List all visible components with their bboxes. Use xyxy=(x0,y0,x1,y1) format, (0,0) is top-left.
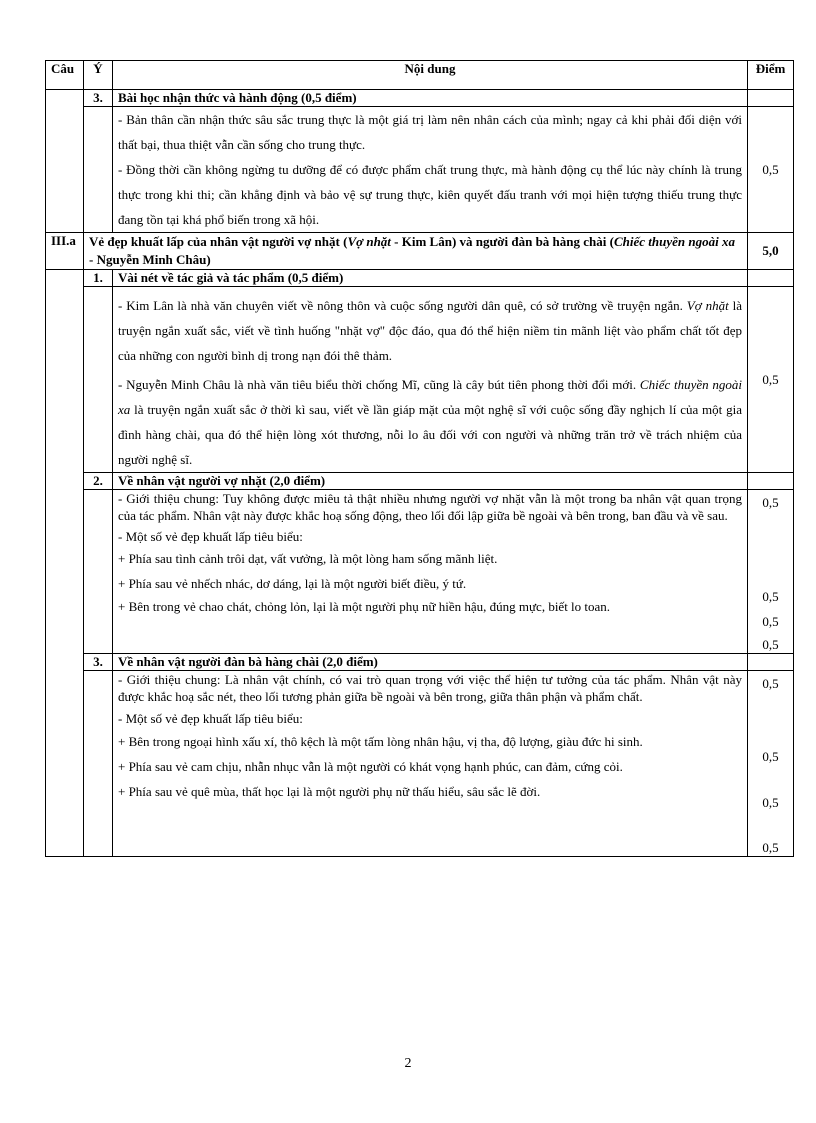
section-label: III.a xyxy=(46,233,84,270)
points-column xyxy=(748,490,794,654)
table-row xyxy=(46,490,794,654)
bullet-item: + Phía sau vẻ nhếch nhác, dơ dáng, lại là một người biết điều, ý tứ. xyxy=(118,576,467,591)
item-content xyxy=(113,671,748,857)
points-value: 0,5 xyxy=(748,287,794,473)
table-row xyxy=(46,671,794,857)
item-number: 1. xyxy=(84,270,113,287)
item-number: 3. xyxy=(84,90,113,107)
points-value: 0,5 xyxy=(762,840,779,855)
item-content xyxy=(113,490,748,654)
section-title: Vẻ đẹp khuất lấp của nhân vật người vợ nhặt (Vợ nhặt - Kim Lân) và người đàn bà hàng chài (Chiếc thuyền ngoài xa - Nguyễn Minh Châu) xyxy=(84,233,748,270)
header-cau: Câu xyxy=(46,61,84,90)
content-paragraph: - Một số vẻ đẹp khuất lấp tiêu biểu: xyxy=(118,529,303,544)
section-row xyxy=(46,233,794,270)
table-row xyxy=(46,287,794,473)
content-paragraph: - Giới thiệu chung: Là nhân vật chính, có vai trò quan trọng với việc thể hiện tư tưởng của tác phẩm. Nhân vật này được khắc hoạ sắc nét, theo lối tương phản giữa bề ngoài và bên trong, giữa thân phận và phẩm chất. xyxy=(118,672,742,704)
table-header-row xyxy=(46,61,794,90)
header-points: Điểm xyxy=(748,61,794,90)
item-title: Bài học nhận thức và hành động (0,5 điểm) xyxy=(113,90,748,107)
content-paragraph: - Nguyễn Minh Châu là nhà văn tiêu biểu thời chống Mĩ, cũng là cây bút tiên phong thời đổi mới. Chiếc thuyền ngoài xa là truyện ngắn xuất sắc ở thời kì sau, viết về lần giáp mặt của một nghệ sĩ với cuộc sống đầy nghịch lí của một gia đình hàng chài, qua đó thể hiện lòng xót thương, nỗi lo âu đối với con người và những trăn trở về trách nhiệm của người nghệ sĩ. xyxy=(118,377,743,467)
table-row xyxy=(46,473,794,490)
content-paragraph: - Giới thiệu chung: Tuy không được miêu tả thật nhiều nhưng người vợ nhặt vẫn là một trong ba nhân vật quan trọng của tác phẩm. Nhân vật này được khắc hoạ sống động, theo lối đối lập giữa bề ngoài và bên trong, ban đầu và về sau. xyxy=(118,491,742,523)
section-points: 5,0 xyxy=(748,233,794,270)
cau-cell-empty xyxy=(46,90,84,233)
content-paragraph: - Bản thân cần nhận thức sâu sắc trung thực là một giá trị làm nên nhân cách của mình; ngay cả khi phải đối diện với thất bại, thua thiệt vẫn cần sống cho trung thực. xyxy=(118,112,742,152)
points-value: 0,5 xyxy=(762,676,779,691)
points-value: 0,5 xyxy=(762,749,779,764)
item-content xyxy=(113,287,748,473)
item-title: Vài nét về tác giả và tác phẩm (0,5 điểm) xyxy=(113,270,748,287)
header-y: Ý xyxy=(84,61,113,90)
points-value: 0,5 xyxy=(762,637,779,652)
bullet-item: + Phía sau vẻ quê mùa, thất học lại là một người phụ nữ thấu hiểu, sâu sắc lẽ đời. xyxy=(118,784,541,799)
content-paragraph: - Đồng thời cần không ngừng tu dưỡng để có được phẩm chất trung thực, mà hành động cụ thể lúc này chính là trung thực trong khi thi; cần khẳng định và bảo vệ sự trung thực, kiên quyết đấu tranh với mọi hiện tượng thiếu trung thực đang tồn tại khá phổ biến trong xã hội. xyxy=(118,162,742,227)
points-value: 0,5 xyxy=(762,795,779,810)
header-content: Nội dung xyxy=(113,61,748,90)
points-value: 0,5 xyxy=(762,589,779,604)
item-title: Về nhân vật người đàn bà hàng chài (2,0 điểm) xyxy=(113,654,748,671)
points-value: 0,5 xyxy=(762,614,779,629)
table-row xyxy=(46,90,794,107)
item-number: 3. xyxy=(84,654,113,671)
points-value: 0,5 xyxy=(762,495,779,510)
table-row xyxy=(46,654,794,671)
bullet-item: + Bên trong ngoại hình xấu xí, thô kệch là một tấm lòng nhân hậu, vị tha, độ lượng, giàu đức hi sinh. xyxy=(118,734,643,749)
content-paragraph: - Kim Lân là nhà văn chuyên viết về nông thôn và cuộc sống người dân quê, có sở trường về truyện ngắn. Vợ nhặt là truyện ngắn xuất sắc, viết về tình huống "nhặt vợ" độc đáo, qua đó thể hiện niềm tin mãnh liệt vào phẩm chất tốt đẹp của những con người bình dị trong nạn đói thê thảm. xyxy=(118,298,742,363)
table-row xyxy=(46,107,794,233)
grading-table xyxy=(45,60,794,857)
cau-cell-empty xyxy=(46,270,84,857)
item-title: Về nhân vật người vợ nhặt (2,0 điểm) xyxy=(113,473,748,490)
bullet-item: + Phía sau vẻ cam chịu, nhẫn nhục vẫn là một người có khát vọng hạnh phúc, can đảm, cứng cỏi. xyxy=(118,759,623,774)
content-paragraph: - Một số vẻ đẹp khuất lấp tiêu biểu: xyxy=(118,711,303,726)
bullet-item: + Bên trong vẻ chao chát, chỏng lỏn, lại là một người phụ nữ hiền hậu, đúng mực, biết lo toan. xyxy=(118,599,611,614)
table-row xyxy=(46,270,794,287)
bullet-item: + Phía sau tình cảnh trôi dạt, vất vưởng, là một lòng ham sống mãnh liệt. xyxy=(118,551,498,566)
item-number: 2. xyxy=(84,473,113,490)
item-content xyxy=(113,107,748,233)
points-value: 0,5 xyxy=(748,107,794,233)
page-number: 2 xyxy=(404,1056,412,1071)
points-column xyxy=(748,671,794,857)
